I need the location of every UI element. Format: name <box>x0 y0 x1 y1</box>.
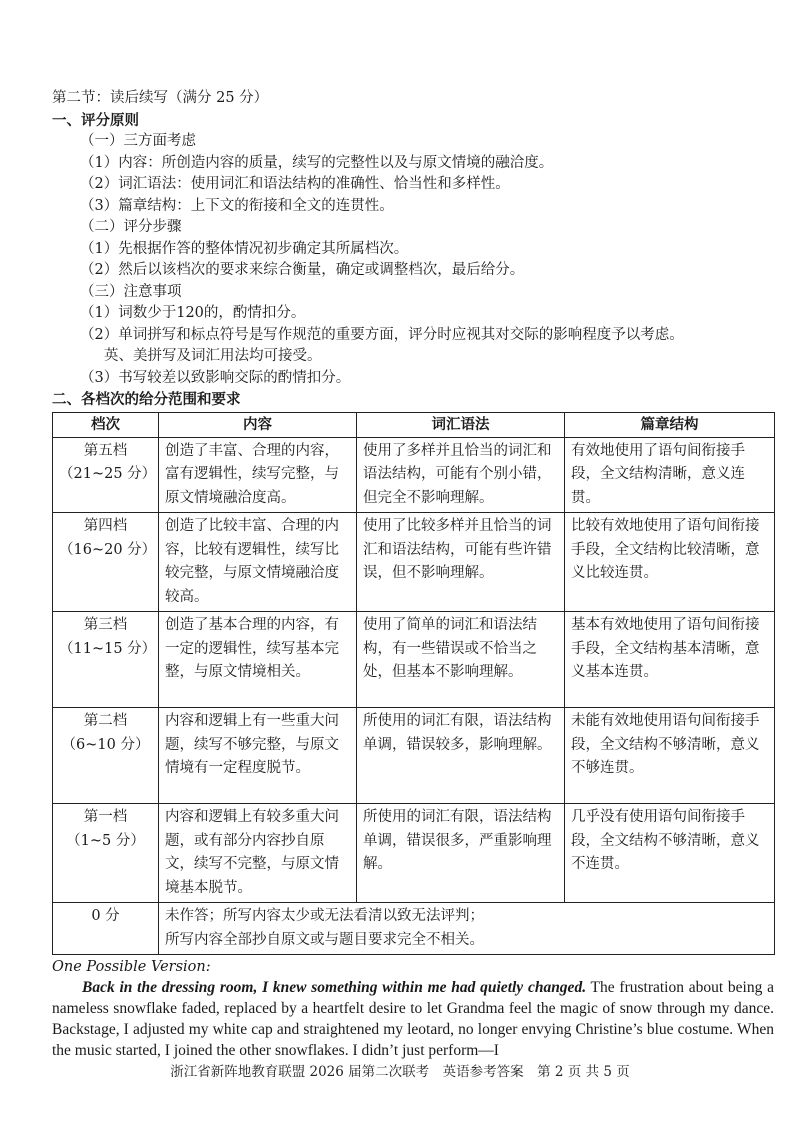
column-header: 词汇语法 <box>357 412 565 437</box>
sub3-item: （1）词数少于120的，酌情扣分。 <box>80 305 306 321</box>
sub2-item: （1）先根据作答的整体情况初步确定其所属档次。 <box>80 240 409 257</box>
structure-cell: 有效地使用了语句间衔接手段，全文结构清晰，意义连贯。 <box>565 437 775 513</box>
level-range: （11~15 分） <box>59 640 157 657</box>
vocab-cell: 所使用的词汇有限，语法结构单调，错误较多，影响理解。 <box>357 708 565 804</box>
level-name: 第三档 <box>83 617 128 633</box>
essay-body: The frustration about being a nameless snowflake faded, replaced by a heartfelt desire to let Grandma feel the magic of snow through my dance. Backstage, I adjusted my white cap and straightened my leotard, no longer envying Christine’s blue costume. When the music started, I joined the other snowflakes. I didn’t just perform—I <box>52 979 774 1059</box>
scoring-table <box>52 412 775 956</box>
table-row <box>53 437 775 513</box>
sub2-title: （二）评分步骤 <box>80 219 182 235</box>
sub1-item: （2）词汇语法：使用词汇和语法结构的准确性、恰当性和多样性。 <box>80 176 510 192</box>
content-cell: 内容和逻辑上有一些重大问题，续写不够完整，与原文情境有一定程度脱节。 <box>159 708 357 804</box>
essay-lead-sentence: Back in the dressing room, I knew something within me had quietly changed. <box>82 979 587 996</box>
version-label: One Possible Version: <box>52 959 211 975</box>
vocab-cell: 所使用的词汇有限，语法结构单调，错误很多，严重影响理解。 <box>357 804 565 903</box>
sample-essay <box>52 977 774 1061</box>
vocab-cell: 使用了简单的词汇和语法结构，有一些错误或不恰当之处，但基本不影响理解。 <box>357 612 565 708</box>
part2-heading: 二、各档次的给分范围和要求 <box>52 391 241 408</box>
level-range: （16~20 分） <box>59 541 157 558</box>
zero-line: 未作答；所写内容太少或无法看清以致无法评判； <box>165 908 484 924</box>
level-cell <box>53 437 159 513</box>
structure-cell: 比较有效地使用了语句间衔接手段，全文结构比较清晰，意义比较连贯。 <box>565 513 775 612</box>
sub3-item: （2）单词拼写和标点符号是写作规范的重要方面，评分时应视其对交际的影响程度予以考虑。 <box>80 326 684 343</box>
sub1-item: （3）篇章结构：上下文的衔接和全文的连贯性。 <box>80 197 394 214</box>
sub1-title: （一）三方面考虑 <box>80 133 196 149</box>
vocab-cell: 使用了比较多样并且恰当的词汇和语法结构，可能有些许错误，但不影响理解。 <box>357 513 565 612</box>
level-range: （21~25 分） <box>59 466 157 482</box>
page-footer: 浙江省新阵地教育联盟 2026 届第二次联考 英语参考答案 第 2 页 共 5 页 <box>170 1064 630 1080</box>
level-range: （6~10 分） <box>61 736 150 753</box>
sub1-item: （1）内容：所创造内容的质量，续写的完整性以及与原文情境的融洽度。 <box>80 154 554 171</box>
sub3-title: （三）注意事项 <box>80 283 182 300</box>
table-row <box>53 804 775 903</box>
zero-line: 所写内容全部抄自原文或与题目要求完全不相关。 <box>165 931 484 948</box>
zero-description-cell <box>159 903 775 955</box>
content-cell: 创造了基本合理的内容，有一定的逻辑性，续写基本完整，与原文情境相关。 <box>159 612 357 708</box>
sub3-item: （3）书写较差以致影响交际的酌情扣分。 <box>80 369 351 386</box>
table-header-row <box>53 412 775 437</box>
sub3-item-continued: 英、美拼写及词汇用法均可接受。 <box>104 348 322 364</box>
level-cell <box>53 804 159 903</box>
column-header: 档次 <box>53 412 159 437</box>
level-name: 第四档 <box>83 518 128 534</box>
level-name: 第二档 <box>83 713 128 729</box>
table-row <box>53 513 775 612</box>
column-header: 篇章结构 <box>565 412 775 437</box>
section-title: 第二节：读后续写（满分 25 分） <box>52 90 269 106</box>
level-name: 第一档 <box>83 809 128 825</box>
part1-heading: 一、评分原则 <box>52 111 139 129</box>
table-row-zero <box>53 903 775 955</box>
level-cell <box>53 513 159 612</box>
column-header: 内容 <box>159 412 357 437</box>
level-cell <box>53 708 159 804</box>
structure-cell: 未能有效地使用语句间衔接手段，全文结构不够清晰，意义不够连贯。 <box>565 708 775 804</box>
level-name: 第五档 <box>83 442 128 459</box>
structure-cell: 基本有效地使用了语句间衔接手段，全文结构基本清晰，意义基本连贯。 <box>565 612 775 708</box>
structure-cell: 几乎没有使用语句间衔接手段，全文结构不够清晰，意义不连贯。 <box>565 804 775 903</box>
content-cell: 创造了丰富、合理的内容，富有逻辑性，续写完整，与原文情境融洽度高。 <box>159 437 357 513</box>
level-range: （1~5 分） <box>66 832 145 849</box>
content-cell: 创造了比较丰富、合理的内容，比较有逻辑性，续写比较完整，与原文情境融洽度较高。 <box>159 513 357 612</box>
level-cell: 0 分 <box>53 903 159 955</box>
sub2-item: （2）然后以该档次的要求来综合衡量，确定或调整档次，最后给分。 <box>80 262 525 278</box>
table-row <box>53 708 775 804</box>
content-cell: 内容和逻辑上有较多重大问题，或有部分内容抄自原文，续写不完整，与原文情境基本脱节。 <box>159 804 357 903</box>
vocab-cell: 使用了多样并且恰当的词汇和语法结构，可能有个别小错，但完全不影响理解。 <box>357 437 565 513</box>
table-row <box>53 612 775 708</box>
level-cell <box>53 612 159 708</box>
answer-page <box>52 88 777 1061</box>
